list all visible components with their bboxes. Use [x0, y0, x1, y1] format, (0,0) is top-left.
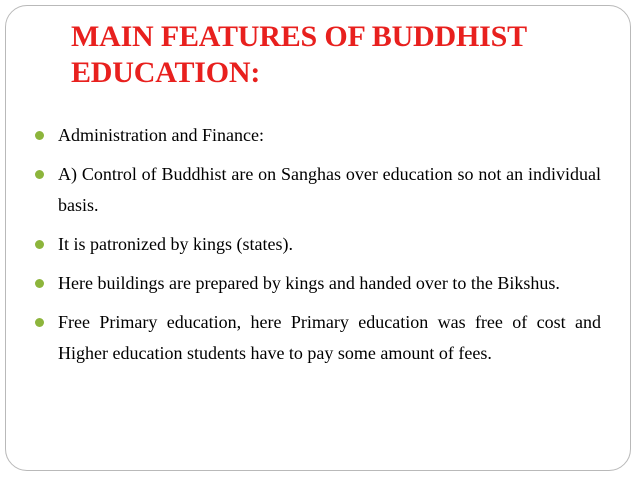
bullet-text: Administration and Finance: [58, 125, 264, 145]
bullet-item [35, 229, 601, 260]
bullet-dot-icon [35, 240, 44, 249]
bullet-text: A) Control of Buddhist are on Sanghas over education so not an individual basis. [58, 164, 601, 215]
bullet-item [35, 268, 601, 299]
bullet-dot-icon [35, 318, 44, 327]
bullet-text: Here buildings are prepared by kings and handed over to the Bikshus. [58, 273, 560, 293]
slide-title: MAIN FEATURES OF BUDDHIST EDUCATION: [71, 20, 527, 89]
bullet-text: Free Primary education, here Primary education was free of cost and Higher education students have to pay some amount of fees. [58, 312, 601, 363]
bullet-dot-icon [35, 279, 44, 288]
bullet-item [35, 120, 601, 151]
bullet-item [35, 159, 601, 221]
bullet-text: It is patronized by kings (states). [58, 234, 293, 254]
bullet-item [35, 307, 601, 369]
bullet-dot-icon [35, 170, 44, 179]
bullet-list [35, 120, 601, 377]
bullet-dot-icon [35, 131, 44, 140]
